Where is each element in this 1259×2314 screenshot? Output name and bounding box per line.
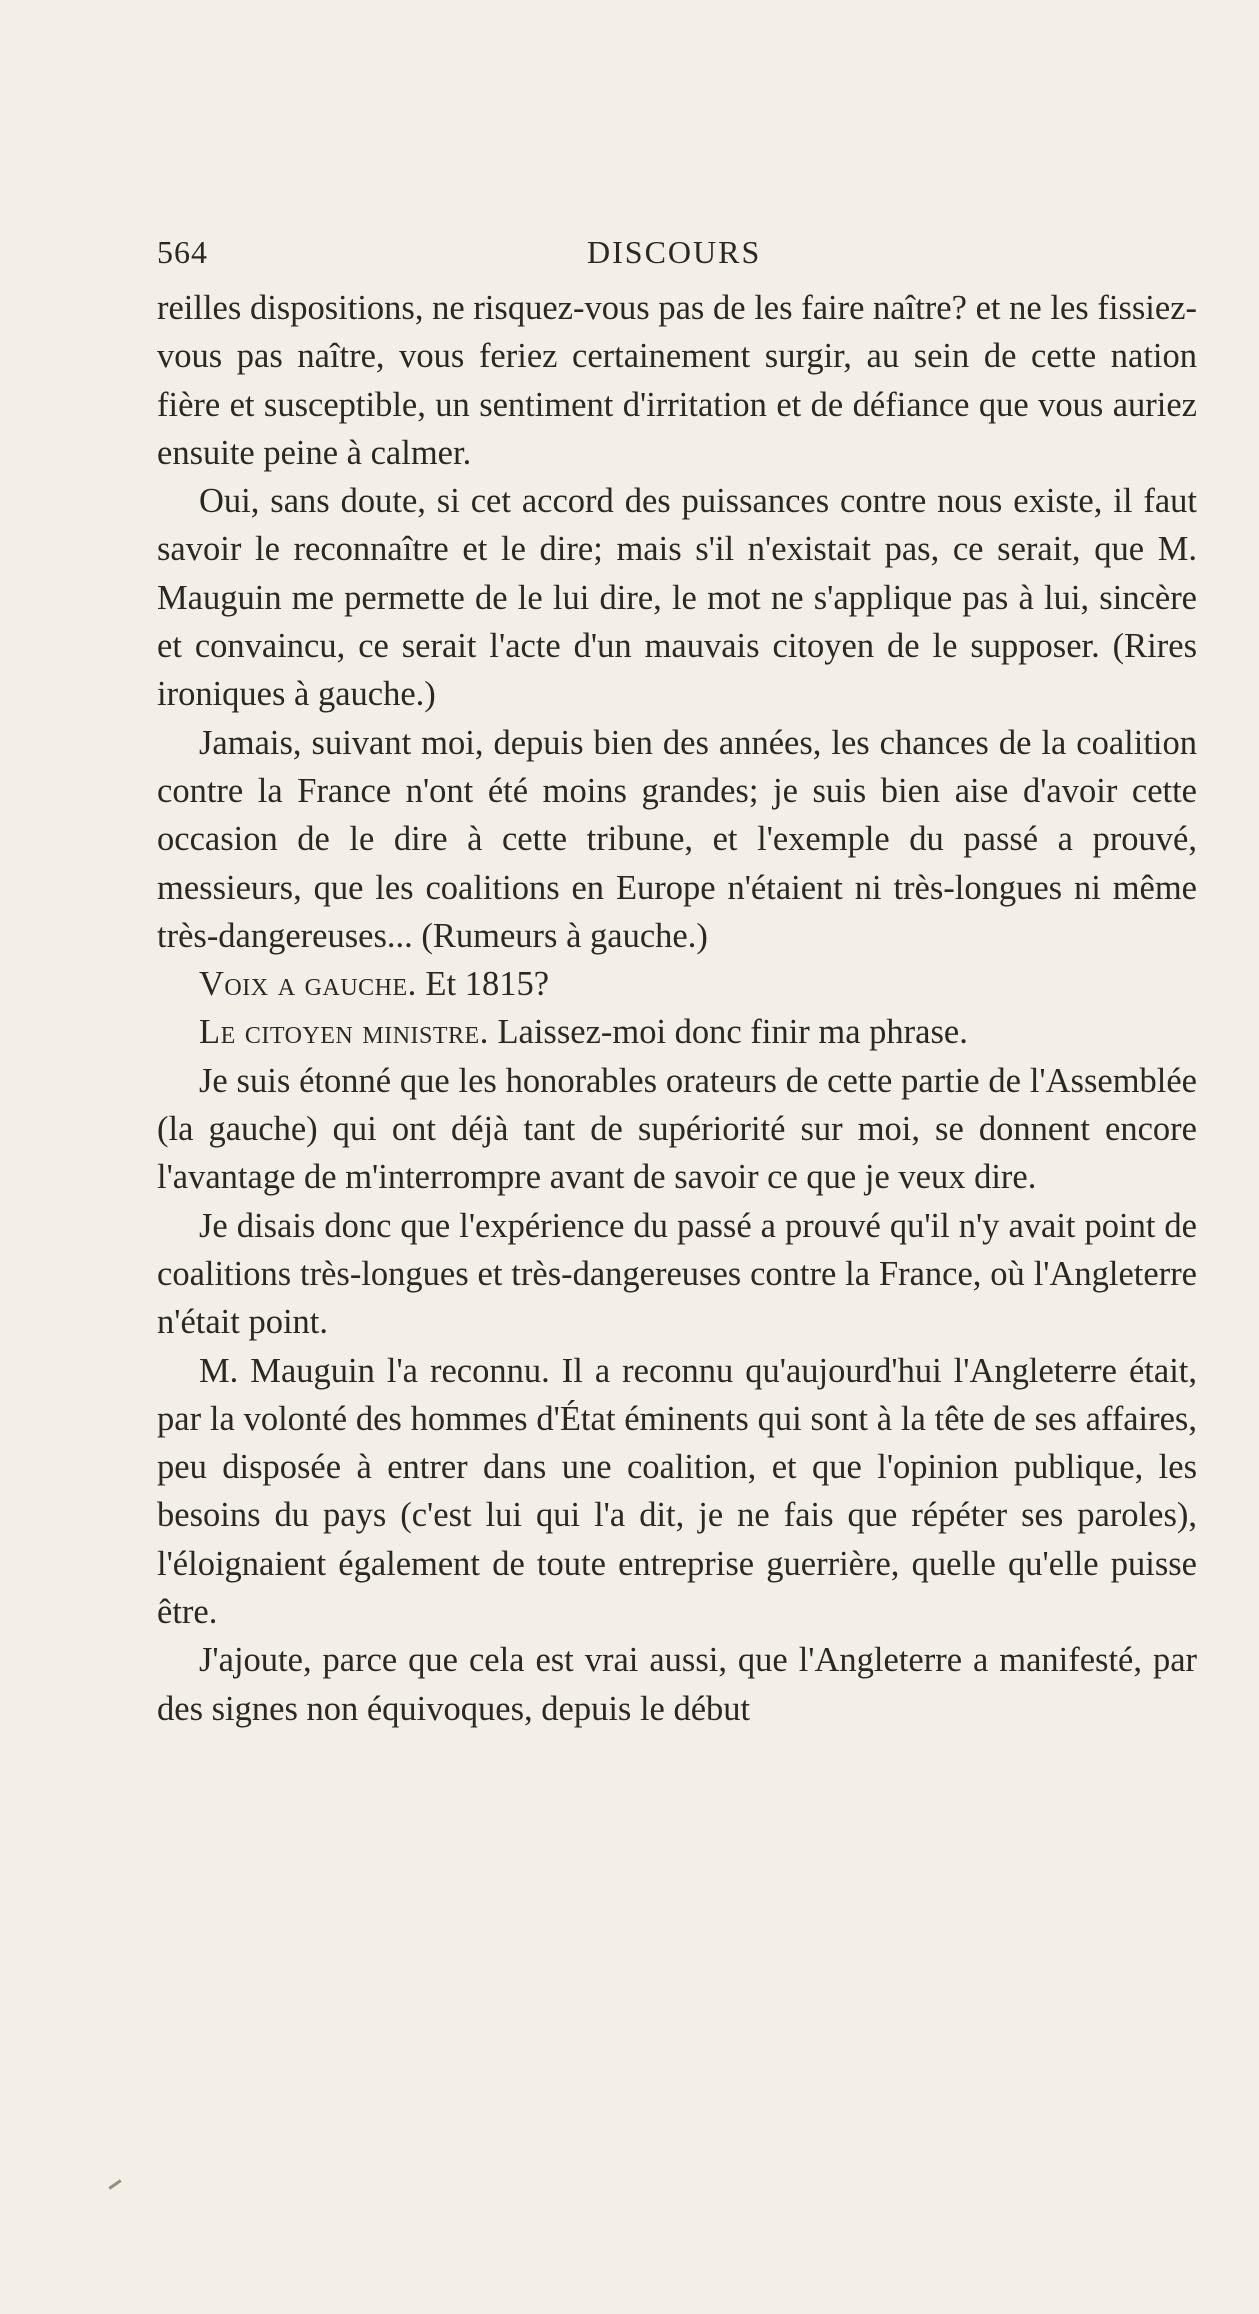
- paragraph: Je disais donc que l'expérience du passé a prouvé qu'il n'y avait point de coalitions très-longues et très-dangereuses contre la France, où l'Angleterre n'était point.: [157, 1206, 1197, 1342]
- paragraph-continued: reilles dispositions, ne risquez-vous pas de les faire naître? et ne les fissiez-vous pas naître, vous feriez certainement surgir, au sein de cette nation fière et susceptible, un sentiment d'irritation et de défiance que vous auriez ensuite peine à calmer.: [157, 289, 1197, 472]
- interjection-line: [157, 960, 1197, 1008]
- page-number: 564: [157, 234, 208, 270]
- speech-text: Et 1815?: [425, 965, 550, 1004]
- speaker-label: Voix a gauche.: [199, 965, 417, 1004]
- paragraph: Je suis étonné que les honorables orateurs de cette partie de l'Assemblée (la gauche) qui ont déjà tant de supériorité sur moi, se donnent encore l'avantage de m'interrompre avant de savoir ce que je veux dire.: [157, 1061, 1197, 1197]
- stray-ink-mark: [108, 2179, 121, 2189]
- paragraph: Jamais, suivant moi, depuis bien des années, les chances de la coalition contre la France n'ont été moins grandes; je suis bien aise d'avoir cette occasion de le dire à cette tribune, et l'exemple du passé a prouvé, messieurs, que les coalitions en Europe n'étaient ni très-longues ni même très-dangereuses... (Rumeurs à gauche.): [157, 723, 1197, 955]
- running-title: DISCOURS: [587, 234, 762, 270]
- running-head: [157, 232, 1197, 272]
- speaker-label: Le citoyen ministre.: [199, 1013, 489, 1052]
- paragraph: J'ajoute, parce que cela est vrai aussi, que l'Angleterre a manifesté, par des signes non équivoques, depuis le début: [157, 1641, 1197, 1728]
- speech-text: Laissez-moi donc finir ma phrase.: [497, 1013, 968, 1052]
- body-text: [157, 284, 1197, 1733]
- paragraph: M. Mauguin l'a reconnu. Il a reconnu qu'aujourd'hui l'Angleterre était, par la volonté des hommes d'État éminents qui sont à la tête de ses affaires, peu disposée à entrer dans une coalition, et que l'opinion publique, les besoins du pays (c'est lui qui l'a dit, je ne fais que répéter ses paroles), l'éloignaient également de toute entreprise guerrière, quelle qu'elle puisse être.: [157, 1351, 1197, 1632]
- paragraph: Oui, sans doute, si cet accord des puissances contre nous existe, il faut savoir le reconnaître et le dire; mais s'il n'existait pas, ce serait, que M. Mauguin me permette de le lui dire, le mot ne s'applique pas à lui, sincère et convaincu, ce serait l'acte d'un mauvais citoyen de le supposer. (Rires ironiques à gauche.): [157, 482, 1197, 714]
- minister-line: [157, 1008, 1197, 1056]
